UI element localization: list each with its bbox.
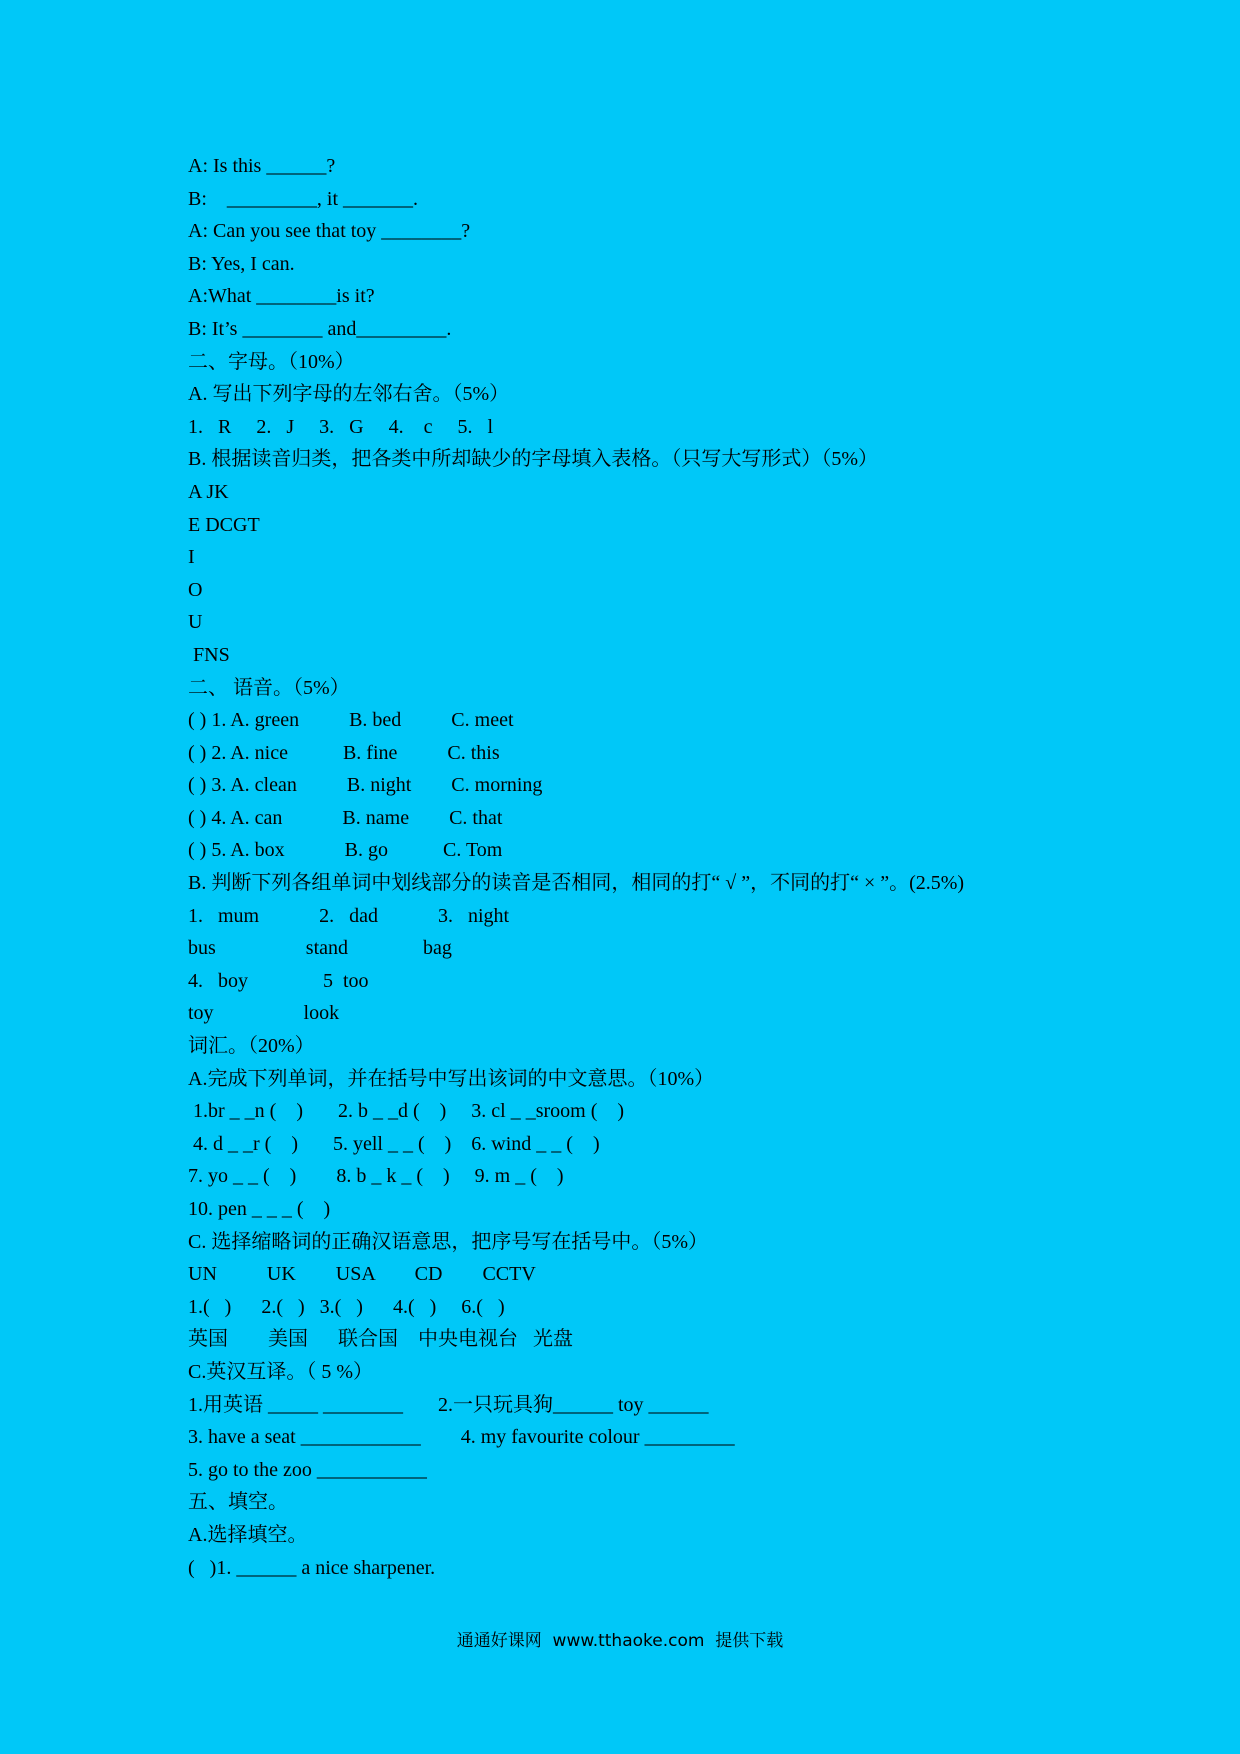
question-line: toy look <box>188 1002 340 1025</box>
dialogue-line: A:What ________is it? <box>188 285 375 308</box>
question-instruction: C.英汉互译。（ 5 %） <box>188 1360 373 1383</box>
question-line: ( ) 5. A. box B. go C. Tom <box>188 839 503 862</box>
question-line: UN UK USA CD CCTV <box>188 1263 536 1286</box>
question-line: A JK <box>188 480 229 503</box>
page-footer: 通通好课网 www.tthaoke.com 提供下载 <box>456 1631 784 1651</box>
question-line: 5. go to the zoo ___________ <box>188 1458 427 1481</box>
question-line: 4. boy 5 too <box>188 969 369 992</box>
question-line: U <box>188 611 203 634</box>
question-line: 1.( ) 2.( ) 3.( ) 4.( ) 6.( ) <box>188 1295 505 1318</box>
question-line: 1.br _ _n ( ) 2. b _ _d ( ) 3. cl _ _sroom ( ) <box>188 1100 625 1123</box>
question-instruction: A.完成下列单词，并在括号中写出该词的中文意思。（10%） <box>188 1067 715 1090</box>
question-line: 4. d _ _r ( ) 5. yell _ _ ( ) 6. wind _ _ ( ) <box>188 1132 600 1155</box>
question-line: O <box>188 578 203 601</box>
question-instruction: A. 写出下列字母的左邻右舍。（5%） <box>188 383 510 406</box>
question-line: 7. yo _ _ ( ) 8. b _ k _ ( ) 9. m _ ( ) <box>188 1165 564 1188</box>
question-line: ( )1. ______ a nice sharpener. <box>188 1556 436 1579</box>
dialogue-line: B: Yes, I can. <box>188 252 295 275</box>
question-line: FNS <box>188 643 230 666</box>
question-line: bus stand bag <box>188 937 452 960</box>
question-line: 3. have a seat ____________ 4. my favourite colour _________ <box>188 1426 735 1449</box>
question-line: ( ) 4. A. can B. name C. that <box>188 806 503 829</box>
question-line: ( ) 3. A. clean B. night C. morning <box>188 774 543 797</box>
question-line: ( ) 1. A. green B. bed C. meet <box>188 709 514 732</box>
worksheet-body <box>188 150 1088 1584</box>
question-line: 英国 美国 联合国 中央电视台 光盘 <box>188 1328 573 1351</box>
dialogue-line: A: Is this ______? <box>188 155 336 177</box>
section-heading: 二、 语音。（5%） <box>188 676 350 699</box>
question-instruction: B. 根据读音归类，把各类中所却缺少的字母填入表格。（只写大写形式）（5%） <box>188 448 878 471</box>
question-instruction: B. 判断下列各组单词中划线部分的读音是否相同，相同的打“ √ ”，不同的打“ × ”。(2.5%) <box>188 872 965 895</box>
section-heading: 词汇。（20%） <box>188 1035 315 1058</box>
question-line: 1. R 2. J 3. G 4. c 5. l <box>188 415 493 438</box>
question-line: 10. pen _ _ _ ( ) <box>188 1198 331 1220</box>
question-line: 1. mum 2. dad 3. night <box>188 904 510 927</box>
question-line: 1.用英语 _____ ________ 2.一只玩具狗______ toy ______ <box>188 1393 709 1416</box>
question-line: E DCGT <box>188 513 260 536</box>
section-heading: 二、字母。（10%） <box>188 350 355 373</box>
question-instruction: A.选择填空。 <box>188 1523 308 1546</box>
dialogue-line: B: _________, it _______. <box>188 187 419 210</box>
question-line: I <box>188 546 195 569</box>
dialogue-line: A: Can you see that toy ________? <box>188 220 471 243</box>
question-line: ( ) 2. A. nice B. fine C. this <box>188 741 500 764</box>
question-instruction: C. 选择缩略词的正确汉语意思，把序号写在括号中。（5%） <box>188 1230 708 1253</box>
section-heading: 五、填空。 <box>188 1491 288 1514</box>
dialogue-line: B: It’s ________ and_________. <box>188 317 452 340</box>
